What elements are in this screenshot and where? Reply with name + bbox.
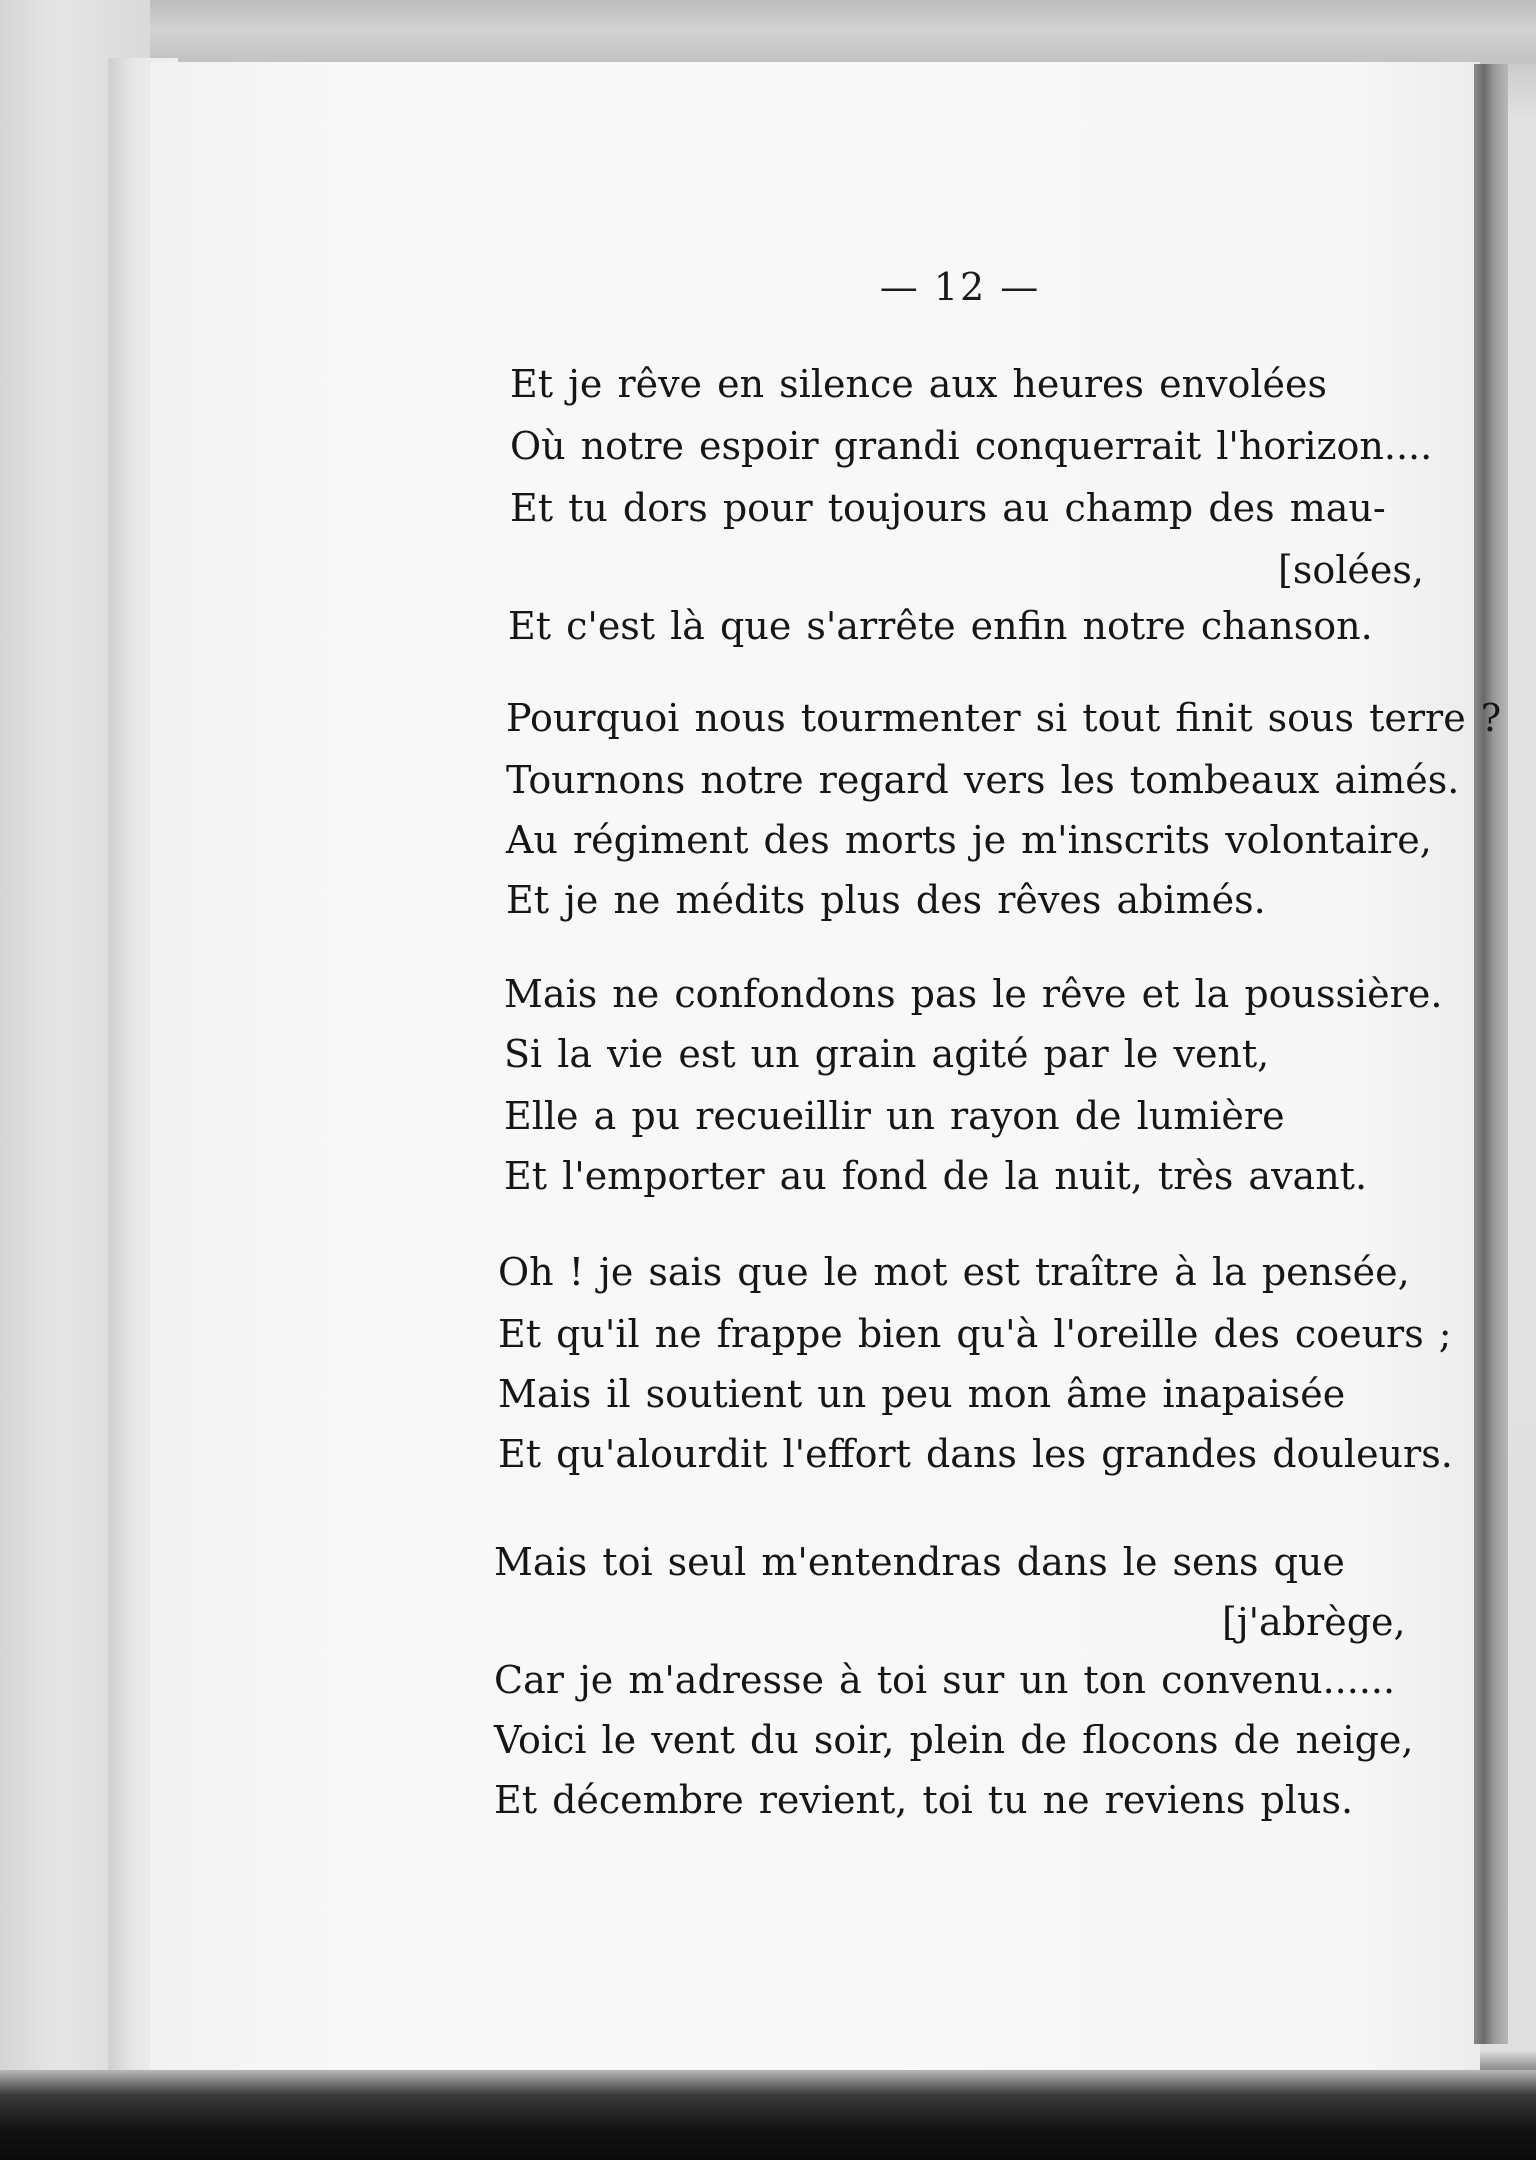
poem-line: Mais toi seul m'entendras dans le sens que [494, 1540, 1345, 1584]
poem-line: Car je m'adresse à toi sur un ton convenu...... [494, 1658, 1396, 1702]
poem-line: Si la vie est un grain agité par le vent, [504, 1032, 1270, 1076]
poem-line: Oh ! je sais que le mot est traître à la pensée, [498, 1250, 1410, 1294]
poem-line: Et qu'alourdit l'effort dans les grandes douleurs. [498, 1432, 1453, 1476]
poem-line: Mais il soutient un peu mon âme inapaisée [498, 1372, 1346, 1416]
page-number: — 12 — [879, 265, 1041, 309]
poem-line-continuation: [j'abrège, [1222, 1600, 1406, 1644]
poem-line-continuation: [solées, [1278, 548, 1424, 592]
poem-line: Et l'emporter au fond de la nuit, très avant. [504, 1154, 1368, 1198]
poem-line: Et décembre revient, toi tu ne reviens plus. [494, 1778, 1354, 1822]
poem-line: Et tu dors pour toujours au champ des mau- [510, 486, 1386, 530]
poem-line: Tournons notre regard vers les tombeaux aimés. [506, 758, 1460, 802]
poem-line: Et c'est là que s'arrête enfin notre chanson. [508, 604, 1373, 648]
poem-line: Voici le vent du soir, plein de flocons de neige, [494, 1718, 1414, 1762]
poem-line: Au régiment des morts je m'inscrits volontaire, [506, 818, 1432, 862]
poem-line: Et je ne médits plus des rêves abimés. [506, 878, 1266, 922]
poem-line: Elle a pu recueillir un rayon de lumière [504, 1094, 1285, 1138]
poem-line: Et qu'il ne frappe bien qu'à l'oreille des coeurs ; [498, 1312, 1452, 1356]
poem-line: Où notre espoir grandi conquerrait l'horizon.... [510, 424, 1433, 468]
poem-line: Mais ne confondons pas le rêve et la poussière. [504, 972, 1443, 1016]
poem-line: Pourquoi nous tourmenter si tout finit sous terre ? [506, 696, 1502, 740]
poem-line: Et je rêve en silence aux heures envolées [510, 362, 1328, 406]
